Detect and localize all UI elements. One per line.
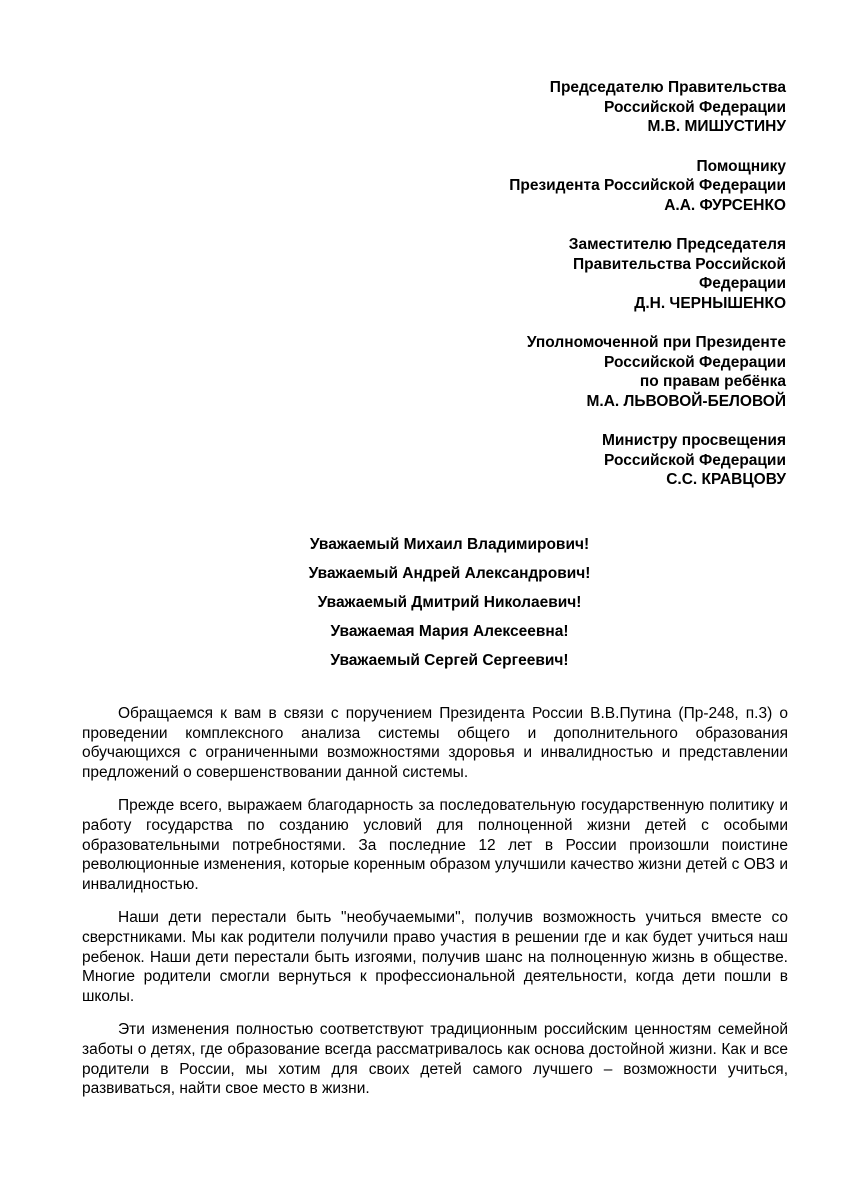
body-paragraph: Эти изменения полностью соответствуют традиционным российским ценностям семейной заботы о детях, где образование всегда рассматривалось как основа достойной жизни. Как и все родители в России, мы хотим для своих детей самого лучшего – возможности учиться, развиваться, найти свое место в жизни. xyxy=(82,1021,788,1098)
salutation-line: Уважаемая Мария Алексеевна! xyxy=(330,623,569,640)
addressee-line: Российской Федерации xyxy=(604,353,786,371)
salutation-block xyxy=(82,535,817,680)
addressee-line: Помощнику xyxy=(696,157,786,175)
addressee-line: Заместителю Председателя xyxy=(568,236,786,253)
body-paragraph: Наши дети перестали быть "необучаемыми", получив возможность учиться вместе со сверстниками. Мы как родители получили право участия в решении где и как будет учиться наш ребенок. Наши дети перестали быть изгоями, получив шанс на полноценную жизнь в обществе. Многие родители смогли вернуться к профессиональной деятельности, когда дети пошли в школы. xyxy=(82,909,788,1005)
addressee-kravtsov xyxy=(366,431,786,490)
addressee-line: Уполномоченной при Президенте xyxy=(526,334,786,351)
addressee-name: А.А. ФУРСЕНКО xyxy=(664,196,786,214)
addressee-chernyshenko xyxy=(366,235,786,313)
addressee-line: Председателю Правительства xyxy=(549,79,786,96)
salutation-line: Уважаемый Сергей Сергеевич! xyxy=(330,652,569,669)
salutation-line: Уважаемый Дмитрий Николаевич! xyxy=(317,594,582,611)
letter-body xyxy=(82,704,788,1113)
addressee-lvova-belova xyxy=(366,333,786,411)
body-paragraph: Прежде всего, выражаем благодарность за последовательную государственную политику и работу государства по созданию условий для полноценной жизни детей с особыми образовательными потребностями. За последние 12 лет в России произошли поистине революционные изменения, которые коренным образом улучшили качество жизни детей с ОВЗ и инвалидностью. xyxy=(82,797,788,893)
addressee-name: С.С. КРАВЦОВУ xyxy=(666,471,786,488)
addressee-name: М.А. ЛЬВОВОЙ-БЕЛОВОЙ xyxy=(586,392,786,410)
addressee-line: Правительства Российской xyxy=(572,255,786,273)
salutation-line: Уважаемый Андрей Александрович! xyxy=(308,565,591,582)
salutation-line: Уважаемый Михаил Владимирович! xyxy=(309,536,590,553)
addressee-line: по правам ребёнка xyxy=(639,373,786,390)
addressee-line: Федерации xyxy=(699,275,786,292)
addressee-line: Президента Российской Федерации xyxy=(509,177,786,194)
body-paragraph: Обращаемся к вам в связи с поручением Президента России В.В.Путина (Пр-248, п.3) о проведении комплексного анализа системы общего и дополнительного образования обучающихся с ограниченными возможностями здоровья и инвалидностью и представлении предложений о совершенствовании данной системы. xyxy=(82,705,788,781)
addressee-block xyxy=(366,78,786,510)
addressee-mishustin xyxy=(366,78,786,137)
addressee-fursenko xyxy=(366,157,786,216)
addressee-line: Российской Федерации xyxy=(604,451,786,469)
addressee-line: Министру просвещения xyxy=(601,432,786,449)
addressee-name: Д.Н. ЧЕРНЫШЕНКО xyxy=(634,294,786,312)
addressee-name: М.В. МИШУСТИНУ xyxy=(647,118,786,135)
addressee-line: Российской Федерации xyxy=(604,98,786,116)
